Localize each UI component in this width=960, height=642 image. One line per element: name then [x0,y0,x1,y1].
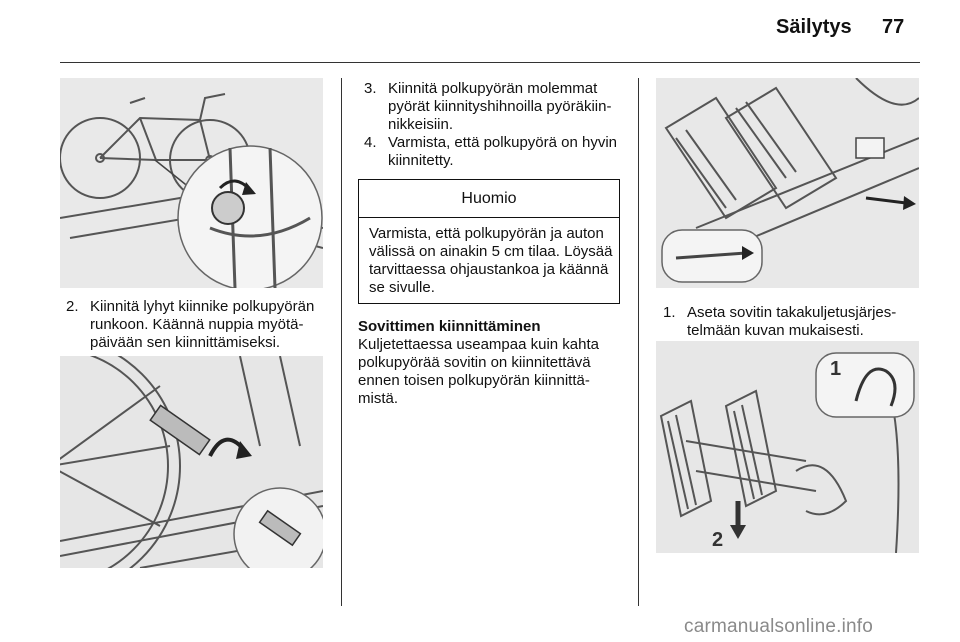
section-heading: Sovittimen kiinnittäminen [358,318,541,335]
watermark: carmanualsonline.info [684,616,874,637]
section-body: Kuljetettaessa useampaa kuin kahta polkupyörää sovitin on kiinnitettävä ennen toisen polkupyörän kiinnittämistä. [358,336,599,407]
figure-label-2: 2 [712,529,724,551]
column-divider-right [638,78,639,606]
figure-adapter-mounting [656,341,919,553]
step-text: Varmista, että polkupyörä on hyvin kiinnitetty. [388,134,618,169]
figure-adapter-rails [656,78,919,288]
page-number: 77 [882,16,905,38]
figure-label-1: 1 [830,358,842,380]
figure-bike-frame-clamp [60,78,323,288]
note-box [358,179,620,304]
step-number: 2. [66,298,79,315]
column-divider-left [341,78,342,606]
step-text: Kiinnitä polkupyörän molemmat pyörät kiinnityshihnoilla pyöräkiinnikkeisiin. [388,80,612,133]
step-number: 4. [364,134,377,151]
page-title: Säilytys [776,16,852,38]
note-body: Varmista, että polkupyörän ja auton välissä on ainakin 5 cm tilaa. Löysää tarvittaessa ohjaustankoa ja käännä se sivulle. [369,225,613,296]
step-number: 3. [364,80,377,97]
step-2 [66,298,328,352]
step-1 [663,304,925,340]
step-number: 1. [663,304,676,321]
step-4 [364,134,626,170]
figure-wheel-strap [60,356,323,568]
step-text: Kiinnitä lyhyt kiinnike polkupyörän runkoon. Käännä nuppia myötäpäivään sen kiinnittämiseksi. [90,298,315,351]
step-text: Aseta sovitin takakuljetusjärjestelmään kuvan mukaisesti. [687,304,897,339]
step-3 [364,80,626,134]
header-divider [60,62,920,63]
note-title: Huomio [359,180,619,218]
